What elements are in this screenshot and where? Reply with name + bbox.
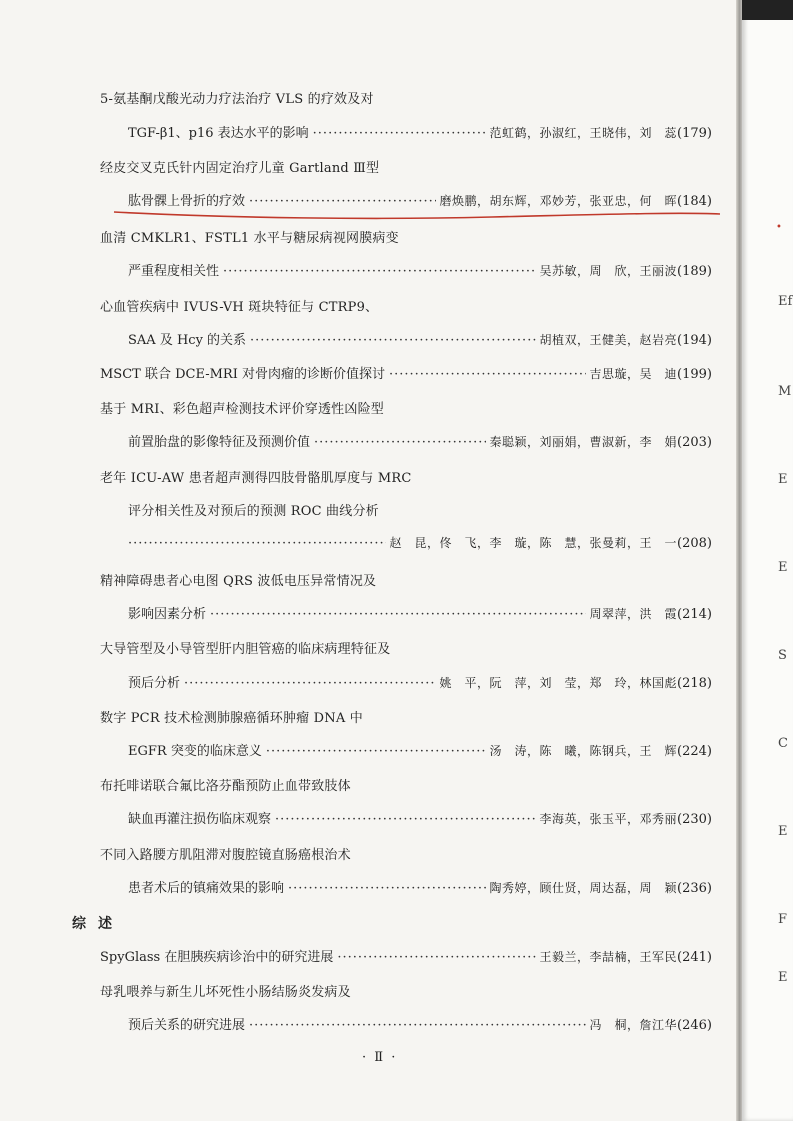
toc-entry-page: (199) bbox=[677, 367, 712, 382]
toc-entry-page: (194) bbox=[677, 333, 712, 348]
toc-entry-page: (203) bbox=[677, 435, 712, 450]
red-pen-underline bbox=[112, 208, 724, 222]
toc-entry-authors: 吉思璇，吴 迪 bbox=[589, 367, 678, 381]
toc-entry-page: (208) bbox=[677, 536, 712, 551]
leader-dots bbox=[288, 881, 486, 896]
toc-entry-title-cont: 严重程度相关性 bbox=[128, 264, 220, 279]
toc-entry-authors: 胡植双，王健美，赵岩亮 bbox=[539, 333, 678, 347]
toc-entry-page: (236) bbox=[677, 881, 712, 896]
toc-entry-title-cont: 缺血再灌注损伤临床观察 bbox=[128, 812, 272, 827]
toc-entry-page: (184) bbox=[677, 194, 712, 209]
toc-entry-title: SpyGlass 在胆胰疾病诊治中的研究进展 bbox=[100, 950, 334, 965]
toc-entry-page: (241) bbox=[677, 950, 712, 965]
adjacent-page-letter: M bbox=[778, 384, 792, 399]
toc-entry-authors: 范虹鹤，孙淑红，王晓伟，刘 蕊 bbox=[489, 126, 678, 140]
page-folio: · Ⅱ · bbox=[362, 1050, 398, 1065]
adjacent-page-letter: E bbox=[778, 824, 788, 839]
toc-entry bbox=[128, 740, 712, 759]
toc-entry-authors: 吴苏敏，周 欣，王丽波 bbox=[539, 264, 678, 278]
toc-entry-title-cont: 肱骨髁上骨折的疗效 bbox=[128, 194, 246, 209]
toc-entry bbox=[128, 1014, 712, 1033]
toc-entry-title-cont: 评分相关性及对预后的预测 ROC 曲线分析 bbox=[128, 504, 379, 519]
adjacent-page-letter: E bbox=[778, 472, 788, 487]
toc-entry-page: (246) bbox=[677, 1018, 712, 1033]
toc-entry-authors: 周翠萍，洪 霞 bbox=[589, 607, 678, 621]
toc-entry-title: 老年 ICU-AW 患者超声测得四肢骨骼肌厚度与 MRC bbox=[100, 471, 412, 486]
toc-entry-authors: 秦聪颖，刘丽娟，曹淑新，李 娟 bbox=[489, 435, 678, 449]
toc-entry bbox=[128, 190, 712, 209]
red-pen-dot: • bbox=[776, 222, 782, 233]
toc-entry-authors: 汤 涛，陈 曦，陈钢兵，王 辉 bbox=[489, 744, 678, 758]
toc-entry bbox=[128, 672, 712, 691]
toc-entry-page: (224) bbox=[677, 744, 712, 759]
toc-entry-title: 数字 PCR 技术检测肺腺癌循环肿瘤 DNA 中 bbox=[100, 711, 363, 726]
adjacent-page-letter: F bbox=[778, 912, 788, 927]
toc-entry-title: 基于 MRI、彩色超声检测技术评价穿透性凶险型 bbox=[100, 402, 384, 417]
toc-entry-title: 母乳喂养与新生儿坏死性小肠结肠炎发病及 bbox=[100, 985, 351, 1000]
leader-dots bbox=[184, 676, 436, 691]
toc-entry-title: 经皮交叉克氏针内固定治疗儿童 Gartland Ⅲ型 bbox=[100, 161, 380, 176]
toc-entry bbox=[128, 603, 712, 622]
toc-entry-title: 血清 CMKLR1、FSTL1 水平与糖尿病视网膜病变 bbox=[100, 231, 399, 246]
toc-entry bbox=[128, 260, 712, 279]
toc-entry-page: (214) bbox=[677, 607, 712, 622]
toc-entry-authors: 磨焕鹏，胡东辉，邓妙芳，张亚忠，何 晖 bbox=[439, 194, 678, 208]
adjacent-page-letter: C bbox=[778, 736, 788, 751]
leader-dots bbox=[266, 744, 486, 759]
toc-entry-authors: 冯 桐，詹江华 bbox=[589, 1018, 678, 1032]
toc-entry bbox=[128, 122, 712, 141]
toc-entry bbox=[100, 363, 712, 382]
leader-dots bbox=[250, 333, 535, 348]
leader-dots bbox=[128, 536, 386, 551]
toc-entry-title: 布托啡诺联合氟比洛芬酯预防止血带致肢体 bbox=[100, 779, 351, 794]
adjacent-page-letter: S bbox=[778, 648, 787, 663]
toc-entry-title-cont: SAA 及 Hcy 的关系 bbox=[128, 333, 247, 348]
section-heading: 综述 bbox=[72, 916, 124, 932]
leader-dots bbox=[275, 812, 536, 827]
toc-entry-title-cont: 影响因素分析 bbox=[128, 607, 207, 622]
leader-dots bbox=[337, 950, 535, 965]
leader-dots bbox=[223, 264, 536, 279]
toc-entry-title-cont: TGF-β1、p16 表达水平的影响 bbox=[128, 126, 309, 141]
toc-entry-title: 5-氨基酮戊酸光动力疗法治疗 VLS 的疗效及对 bbox=[100, 92, 374, 107]
toc-entry bbox=[128, 534, 712, 551]
toc-entry-title-cont: 患者术后的镇痛效果的影响 bbox=[128, 881, 285, 896]
toc-entry bbox=[128, 808, 712, 827]
toc-entry bbox=[128, 431, 712, 450]
toc-entry-title-cont: EGFR 突变的临床意义 bbox=[128, 744, 262, 759]
toc-entry-title-cont: 预后分析 bbox=[128, 676, 181, 691]
toc-entry-title-cont: 预后关系的研究进展 bbox=[128, 1018, 246, 1033]
leader-dots bbox=[314, 435, 486, 450]
toc-entry-authors: 姚 平，阮 萍，刘 莹，郑 玲，林国彪 bbox=[439, 676, 678, 690]
toc-entry-page: (230) bbox=[677, 812, 712, 827]
leader-dots bbox=[313, 126, 486, 141]
toc-entry-title: 大导管型及小导管型肝内胆管癌的临床病理特征及 bbox=[100, 642, 391, 657]
toc-entry-authors: 赵 昆，佟 飞，李 璇，陈 慧，张曼莉，王 一 bbox=[389, 536, 678, 550]
toc-entry-page: (218) bbox=[677, 676, 712, 691]
toc-entry-authors: 李海英，张玉平，邓秀丽 bbox=[539, 812, 678, 826]
adjacent-page-letter: E bbox=[778, 560, 788, 575]
toc-entry-page: (179) bbox=[677, 126, 712, 141]
toc-entry-page: (189) bbox=[677, 264, 712, 279]
toc-entry-title-cont: 前置胎盘的影像特征及预测价值 bbox=[128, 435, 311, 450]
toc-entry bbox=[128, 329, 712, 348]
toc-entry-title: 不同入路腰方肌阻滞对腹腔镜直肠癌根治术 bbox=[100, 848, 351, 863]
toc-entry-title: 心血管疾病中 IVUS-VH 斑块特征与 CTRP9、 bbox=[100, 300, 379, 315]
leader-dots bbox=[389, 367, 586, 382]
adjacent-page-letter: E bbox=[778, 970, 788, 985]
toc-entry-authors: 王毅兰，李喆楠，王军民 bbox=[539, 950, 678, 964]
toc-entry bbox=[128, 877, 712, 896]
leader-dots bbox=[249, 1018, 586, 1033]
toc-entry-title: MSCT 联合 DCE-MRI 对骨肉瘤的诊断价值探讨 bbox=[100, 367, 385, 382]
toc-entry bbox=[100, 946, 712, 965]
adjacent-page-letter: Ef bbox=[778, 294, 793, 309]
toc-entry-title: 精神障碍患者心电图 QRS 波低电压异常情况及 bbox=[100, 574, 377, 589]
leader-dots bbox=[249, 194, 436, 209]
toc-entry-authors: 陶秀婷，顾仕贤，周达磊，周 颖 bbox=[489, 881, 678, 895]
leader-dots bbox=[210, 607, 586, 622]
